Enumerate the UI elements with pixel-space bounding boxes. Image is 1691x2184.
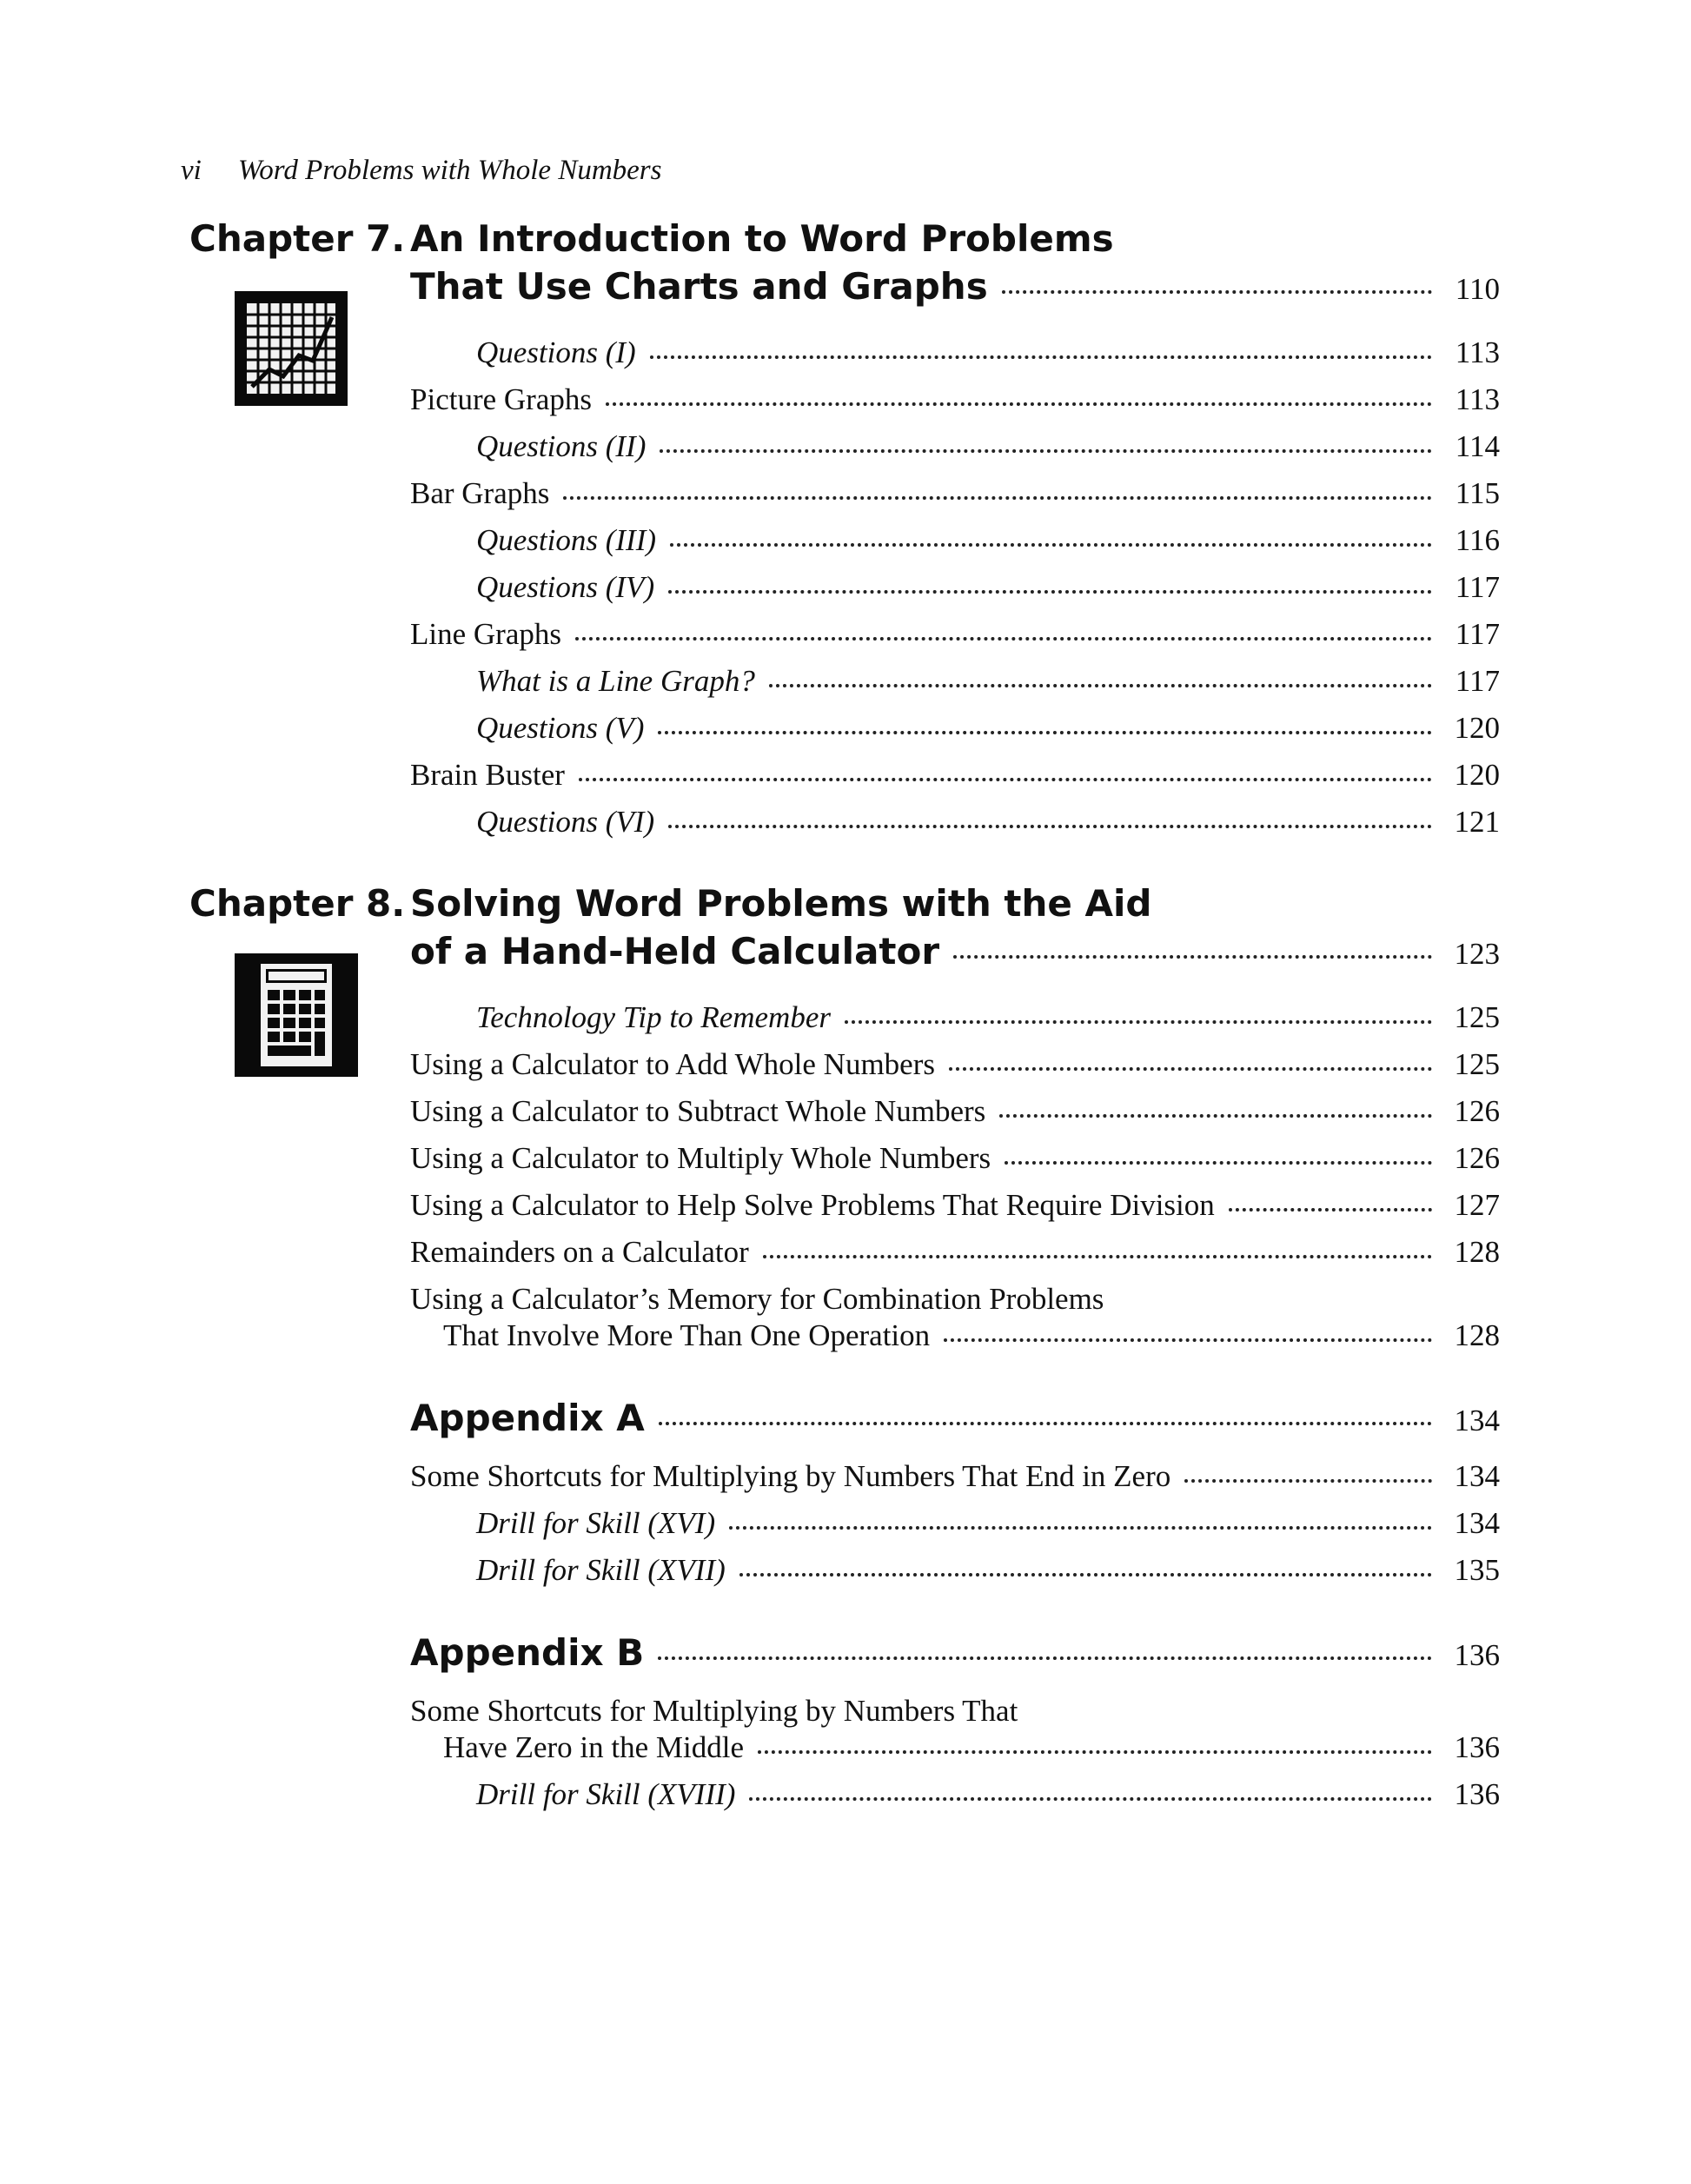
dot-leader — [1005, 1161, 1432, 1165]
toc-entry-text: Technology Tip to Remember — [476, 1000, 831, 1034]
shortcut-entry-line1: Some Shortcuts for Multiplying by Numbers That — [410, 1694, 1018, 1728]
toc-entry[interactable] — [476, 1551, 1500, 1590]
toc-entry-page: 115 — [1455, 476, 1500, 510]
toc-entry-page: 125 — [1454, 1000, 1500, 1034]
dot-leader — [668, 825, 1432, 828]
dot-leader — [949, 1067, 1432, 1071]
toc-entry[interactable] — [476, 428, 1500, 466]
toc-entry-page: 126 — [1454, 1141, 1500, 1175]
toc-entry-text: Questions (II) — [476, 429, 647, 463]
toc-entry[interactable] — [476, 334, 1500, 372]
book-title: Word Problems with Whole Numbers — [237, 155, 662, 186]
toc-entry-page: 134 — [1454, 1459, 1500, 1493]
dot-leader — [575, 637, 1432, 641]
memory-entry-line1: Using a Calculator’s Memory for Combination Problems — [410, 1282, 1104, 1316]
toc-entry-page: 114 — [1455, 429, 1500, 463]
dot-leader — [763, 1255, 1432, 1258]
dot-leader — [1229, 1208, 1432, 1211]
toc-entry-text: Using a Calculator to Add Whole Numbers — [410, 1047, 935, 1081]
chapter-7-page: 110 — [1455, 272, 1500, 306]
chapter-8-label: Chapter 8. — [189, 882, 406, 925]
dot-leader — [660, 449, 1432, 453]
dot-leader — [729, 1526, 1432, 1530]
toc-entry-page: 120 — [1454, 758, 1500, 792]
dot-leader — [845, 1020, 1432, 1024]
toc-entry-text: That Involve More Than One Operation — [443, 1318, 931, 1352]
dot-leader — [953, 955, 1432, 959]
dot-leader — [658, 731, 1432, 734]
toc-entry[interactable] — [476, 568, 1500, 607]
chapter-8-title-line1: Solving Word Problems with the Aid — [410, 882, 1152, 925]
toc-entry-page: 127 — [1454, 1188, 1500, 1222]
toc-entry-text: Questions (V) — [476, 711, 645, 745]
chapter-8-title-line2: of a Hand-Held Calculator — [410, 930, 940, 973]
toc-entry-page: 126 — [1454, 1094, 1500, 1128]
chapter-7-label: Chapter 7. — [189, 217, 406, 260]
appendix-b-page: 136 — [1454, 1638, 1500, 1672]
toc-entry-text: Bar Graphs — [410, 476, 550, 510]
toc-entry-page: 134 — [1454, 1506, 1500, 1540]
toc-entry-text: Using a Calculator to Subtract Whole Numbers — [410, 1094, 986, 1128]
toc-entry-page: 113 — [1455, 335, 1500, 369]
toc-entry-text: Line Graphs — [410, 617, 561, 651]
dot-leader — [668, 590, 1432, 594]
toc-entry[interactable] — [476, 521, 1500, 560]
toc-entry-text: Some Shortcuts for Multiplying by Numbers That End in Zero — [410, 1459, 1171, 1493]
toc-entry[interactable] — [476, 1776, 1500, 1814]
toc-entry[interactable] — [476, 662, 1500, 700]
toc-entry[interactable] — [410, 381, 1500, 419]
toc-entry-text: Drill for Skill (XVIII) — [476, 1777, 736, 1811]
dot-leader — [944, 1338, 1432, 1342]
toc-entry-page: 117 — [1455, 617, 1500, 651]
line-graph-icon — [235, 291, 348, 406]
toc-entry[interactable] — [410, 615, 1500, 654]
dot-leader — [650, 355, 1432, 359]
toc-entry-text: Questions (III) — [476, 523, 657, 557]
dot-leader — [1002, 290, 1432, 294]
appendix-a-page: 134 — [1454, 1404, 1500, 1437]
toc-entry[interactable] — [410, 475, 1500, 513]
dot-leader — [563, 496, 1432, 500]
toc-entry-text: Brain Buster — [410, 758, 565, 792]
toc-entry[interactable] — [410, 1046, 1500, 1084]
toc-entry[interactable] — [476, 1504, 1500, 1543]
appendix-b-row[interactable] — [410, 1629, 1500, 1677]
appendix-a-title: Appendix A — [410, 1397, 645, 1439]
toc-entry-text: Questions (I) — [476, 335, 636, 369]
toc-entry-page: 135 — [1454, 1553, 1500, 1587]
dot-leader — [670, 543, 1432, 547]
toc-entry[interactable] — [443, 1317, 1500, 1355]
toc-entry-page: 121 — [1454, 805, 1500, 839]
running-head — [181, 153, 662, 188]
toc-entry-text: Using a Calculator to Multiply Whole Numbers — [410, 1141, 991, 1175]
toc-entry-page: 128 — [1454, 1235, 1500, 1269]
toc-entry-page: 117 — [1455, 664, 1500, 698]
dot-leader — [658, 1656, 1432, 1660]
toc-entry[interactable] — [410, 1139, 1500, 1178]
toc-entry[interactable] — [410, 1186, 1500, 1225]
toc-entry-text: Have Zero in the Middle — [443, 1730, 745, 1764]
toc-entry-text: Picture Graphs — [410, 382, 592, 416]
toc-entry-page: 120 — [1454, 711, 1500, 745]
page-folio: vi — [181, 155, 202, 186]
toc-entry[interactable] — [476, 999, 1500, 1037]
chapter-8-title-row[interactable] — [410, 927, 1500, 976]
toc-entry-text: Remainders on a Calculator — [410, 1235, 749, 1269]
dot-leader — [758, 1750, 1432, 1754]
toc-entry-page: 125 — [1454, 1047, 1500, 1081]
dot-leader — [999, 1114, 1432, 1118]
dot-leader — [579, 778, 1432, 781]
toc-entry[interactable] — [410, 756, 1500, 794]
toc-entry-page: 136 — [1454, 1730, 1500, 1764]
calculator-icon — [235, 953, 358, 1077]
chapter-7-title-line2: That Use Charts and Graphs — [410, 265, 988, 308]
chapter-7-title-row[interactable] — [410, 262, 1500, 311]
toc-entry-page: 136 — [1454, 1777, 1500, 1811]
toc-entry-page: 116 — [1455, 523, 1500, 557]
toc-entry-page: 128 — [1454, 1318, 1500, 1352]
chapter-8-page: 123 — [1454, 937, 1500, 971]
toc-entry[interactable] — [443, 1729, 1500, 1767]
toc-entry-text: Questions (IV) — [476, 570, 655, 604]
toc-entry-text: What is a Line Graph? — [476, 664, 755, 698]
chapter-7-title-line1: An Introduction to Word Problems — [410, 217, 1114, 260]
dot-leader — [769, 684, 1432, 687]
dot-leader — [1184, 1479, 1432, 1483]
toc-entry[interactable] — [410, 1457, 1500, 1496]
toc-entry-text: Questions (VI) — [476, 805, 655, 839]
toc-entry[interactable] — [410, 1233, 1500, 1271]
toc-entry-text: Using a Calculator to Help Solve Problems That Require Division — [410, 1188, 1215, 1222]
toc-entry-text: Drill for Skill (XVII) — [476, 1553, 726, 1587]
appendix-a-row[interactable] — [410, 1394, 1500, 1443]
toc-entry-page: 117 — [1455, 570, 1500, 604]
dot-leader — [606, 402, 1432, 406]
toc-entry[interactable] — [410, 1092, 1500, 1131]
dot-leader — [659, 1422, 1432, 1425]
dot-leader — [739, 1573, 1432, 1577]
toc-entry[interactable] — [476, 709, 1500, 747]
toc-entry-text: Drill for Skill (XVI) — [476, 1506, 716, 1540]
dot-leader — [749, 1797, 1432, 1801]
appendix-b-title: Appendix B — [410, 1631, 645, 1674]
toc-entry-page: 113 — [1455, 382, 1500, 416]
toc-entry[interactable] — [476, 803, 1500, 841]
